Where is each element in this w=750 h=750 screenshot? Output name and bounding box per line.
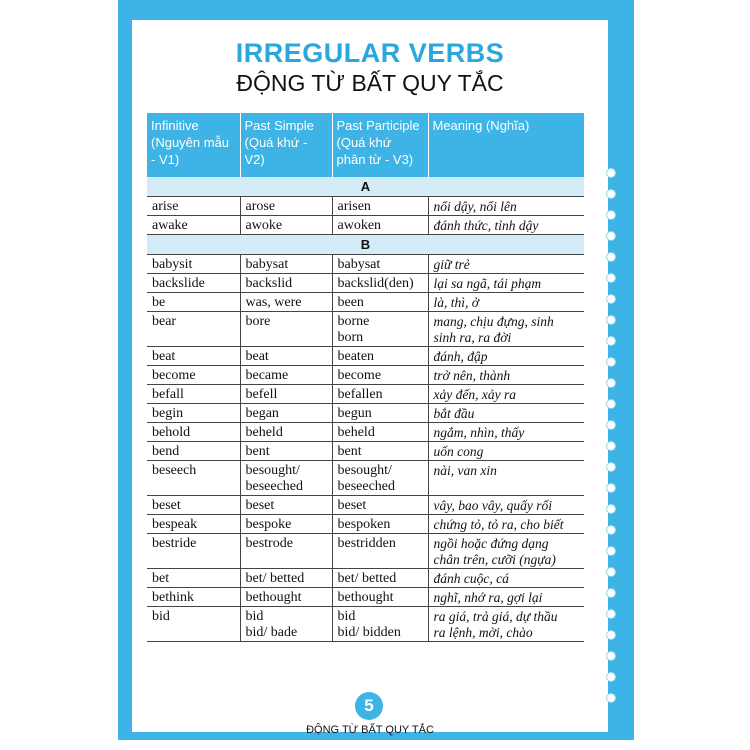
binding-ring bbox=[606, 294, 616, 304]
table-row bbox=[147, 442, 584, 461]
cell-v1: befall bbox=[147, 385, 240, 404]
table-row bbox=[147, 607, 584, 642]
cell-v3: been bbox=[332, 293, 428, 312]
table-row bbox=[147, 496, 584, 515]
cell-v3: bethought bbox=[332, 588, 428, 607]
section-row bbox=[147, 177, 584, 197]
cell-meaning: đánh cuộc, cá bbox=[428, 569, 584, 588]
header-past-simple: Past Simple (Quá khứ - V2) bbox=[240, 113, 332, 177]
verb-table bbox=[147, 113, 584, 642]
cell-v1: bethink bbox=[147, 588, 240, 607]
binding-ring bbox=[606, 546, 616, 556]
cell-v2: was, were bbox=[240, 293, 332, 312]
cell-v2: bespoke bbox=[240, 515, 332, 534]
table-row bbox=[147, 588, 584, 607]
cell-meaning: đánh, đập bbox=[428, 347, 584, 366]
table-row bbox=[147, 534, 584, 569]
binding-ring bbox=[606, 462, 616, 472]
binding-ring bbox=[606, 630, 616, 640]
binding-ring bbox=[606, 504, 616, 514]
cell-v2: befell bbox=[240, 385, 332, 404]
table-row bbox=[147, 366, 584, 385]
cell-v3: arisen bbox=[332, 197, 428, 216]
binding-ring bbox=[606, 588, 616, 598]
cell-meaning: lại sa ngã, tái phạm bbox=[428, 274, 584, 293]
cell-v2: began bbox=[240, 404, 332, 423]
cell-v1: beseech bbox=[147, 461, 240, 496]
binding-ring bbox=[606, 210, 616, 220]
cell-v1: bestride bbox=[147, 534, 240, 569]
cell-v3: beset bbox=[332, 496, 428, 515]
table-body bbox=[147, 177, 584, 642]
cell-v2: bethought bbox=[240, 588, 332, 607]
cell-v3: borne born bbox=[332, 312, 428, 347]
cell-v3: bespoken bbox=[332, 515, 428, 534]
binding-ring bbox=[606, 273, 616, 283]
footer-text: ĐỘNG TỪ BẤT QUY TẮC bbox=[306, 724, 434, 736]
cell-v2: bid bid/ bade bbox=[240, 607, 332, 642]
cell-v1: beat bbox=[147, 347, 240, 366]
table-row bbox=[147, 197, 584, 216]
page-number: 5 bbox=[355, 692, 383, 720]
cell-meaning: uốn cong bbox=[428, 442, 584, 461]
table-row bbox=[147, 423, 584, 442]
binding-ring bbox=[606, 378, 616, 388]
cell-v1: arise bbox=[147, 197, 240, 216]
cell-meaning: xảy đến, xảy ra bbox=[428, 385, 584, 404]
cell-v1: bet bbox=[147, 569, 240, 588]
cell-v2: backslid bbox=[240, 274, 332, 293]
section-row bbox=[147, 235, 584, 255]
header-infinitive: Infinitive (Nguyên mẫu - V1) bbox=[147, 113, 240, 177]
table-row bbox=[147, 404, 584, 423]
binding-ring bbox=[606, 693, 616, 703]
binding-ring bbox=[606, 567, 616, 577]
cell-v3: bet/ betted bbox=[332, 569, 428, 588]
cell-v3: babysat bbox=[332, 255, 428, 274]
cell-v2: became bbox=[240, 366, 332, 385]
cell-meaning: nổi dậy, nổi lên bbox=[428, 197, 584, 216]
binding-ring bbox=[606, 189, 616, 199]
binding-ring bbox=[606, 420, 616, 430]
cell-v1: beset bbox=[147, 496, 240, 515]
cell-meaning: là, thì, ở bbox=[428, 293, 584, 312]
binding-ring bbox=[606, 168, 616, 178]
cell-v2: bestrode bbox=[240, 534, 332, 569]
cell-v2: beat bbox=[240, 347, 332, 366]
cell-v2: awoke bbox=[240, 216, 332, 235]
cell-v3: begun bbox=[332, 404, 428, 423]
cell-meaning: bắt đầu bbox=[428, 404, 584, 423]
header-past-participle: Past Participle (Quá khứ phân từ - V3) bbox=[332, 113, 428, 177]
header-meaning: Meaning (Nghĩa) bbox=[428, 113, 584, 177]
cell-v2: beset bbox=[240, 496, 332, 515]
binding-ring bbox=[606, 357, 616, 367]
binding-ring bbox=[606, 399, 616, 409]
binding-ring bbox=[606, 336, 616, 346]
cell-v2: arose bbox=[240, 197, 332, 216]
page-title: IRREGULAR VERBS bbox=[235, 38, 505, 68]
binding-ring bbox=[606, 483, 616, 493]
cell-v2: besought/ beseeched bbox=[240, 461, 332, 496]
cell-v3: become bbox=[332, 366, 428, 385]
cell-v1: babysit bbox=[147, 255, 240, 274]
table-row bbox=[147, 274, 584, 293]
cell-v1: be bbox=[147, 293, 240, 312]
cell-v1: bespeak bbox=[147, 515, 240, 534]
section-label: A bbox=[147, 177, 584, 197]
table-row bbox=[147, 255, 584, 274]
binding-ring bbox=[606, 441, 616, 451]
cell-meaning: ra giá, trả giá, dự thầu ra lệnh, mời, chào bbox=[428, 607, 584, 642]
cell-v3: bent bbox=[332, 442, 428, 461]
table-row bbox=[147, 293, 584, 312]
cell-v1: begin bbox=[147, 404, 240, 423]
cell-v1: bend bbox=[147, 442, 240, 461]
table-row bbox=[147, 312, 584, 347]
cell-v2: bent bbox=[240, 442, 332, 461]
binding-ring bbox=[606, 672, 616, 682]
binding-ring bbox=[606, 315, 616, 325]
table-row bbox=[147, 385, 584, 404]
table-row bbox=[147, 347, 584, 366]
cell-v2: bore bbox=[240, 312, 332, 347]
binding-ring bbox=[606, 651, 616, 661]
cell-meaning: ngồi hoặc đứng dạng chân trên, cưỡi (ngựa) bbox=[428, 534, 584, 569]
table-row bbox=[147, 515, 584, 534]
cell-v1: backslide bbox=[147, 274, 240, 293]
table-row bbox=[147, 216, 584, 235]
cell-meaning: nài, van xin bbox=[428, 461, 584, 496]
cell-v3: backslid(den) bbox=[332, 274, 428, 293]
cell-v2: bet/ betted bbox=[240, 569, 332, 588]
binding-ring bbox=[606, 525, 616, 535]
table-row bbox=[147, 569, 584, 588]
table-row bbox=[147, 461, 584, 496]
binding-ring bbox=[606, 231, 616, 241]
cell-v3: befallen bbox=[332, 385, 428, 404]
cell-meaning: giữ trẻ bbox=[428, 255, 584, 274]
cell-meaning: vây, bao vây, quấy rối bbox=[428, 496, 584, 515]
cell-v1: bid bbox=[147, 607, 240, 642]
cell-meaning: đánh thức, tỉnh dậy bbox=[428, 216, 584, 235]
page-subtitle: ĐỘNG TỪ BẤT QUY TẮC bbox=[236, 70, 504, 96]
cell-v1: behold bbox=[147, 423, 240, 442]
cell-v3: besought/ beseeched bbox=[332, 461, 428, 496]
cell-v3: bid bid/ bidden bbox=[332, 607, 428, 642]
cell-v2: babysat bbox=[240, 255, 332, 274]
cell-meaning: trở nên, thành bbox=[428, 366, 584, 385]
cell-v3: awoken bbox=[332, 216, 428, 235]
cell-v1: awake bbox=[147, 216, 240, 235]
cell-meaning: mang, chịu đựng, sinh sinh ra, ra đời bbox=[428, 312, 584, 347]
section-label: B bbox=[147, 235, 584, 255]
binding-ring bbox=[606, 252, 616, 262]
cell-meaning: ngắm, nhìn, thấy bbox=[428, 423, 584, 442]
cell-v1: become bbox=[147, 366, 240, 385]
table-header-row bbox=[147, 113, 584, 177]
cell-v3: beheld bbox=[332, 423, 428, 442]
cell-v3: bestridden bbox=[332, 534, 428, 569]
cell-meaning: nghĩ, nhớ ra, gợi lại bbox=[428, 588, 584, 607]
cell-v1: bear bbox=[147, 312, 240, 347]
binding-ring bbox=[606, 609, 616, 619]
cell-v2: beheld bbox=[240, 423, 332, 442]
cell-meaning: chứng tỏ, tỏ ra, cho biết bbox=[428, 515, 584, 534]
cell-v3: beaten bbox=[332, 347, 428, 366]
